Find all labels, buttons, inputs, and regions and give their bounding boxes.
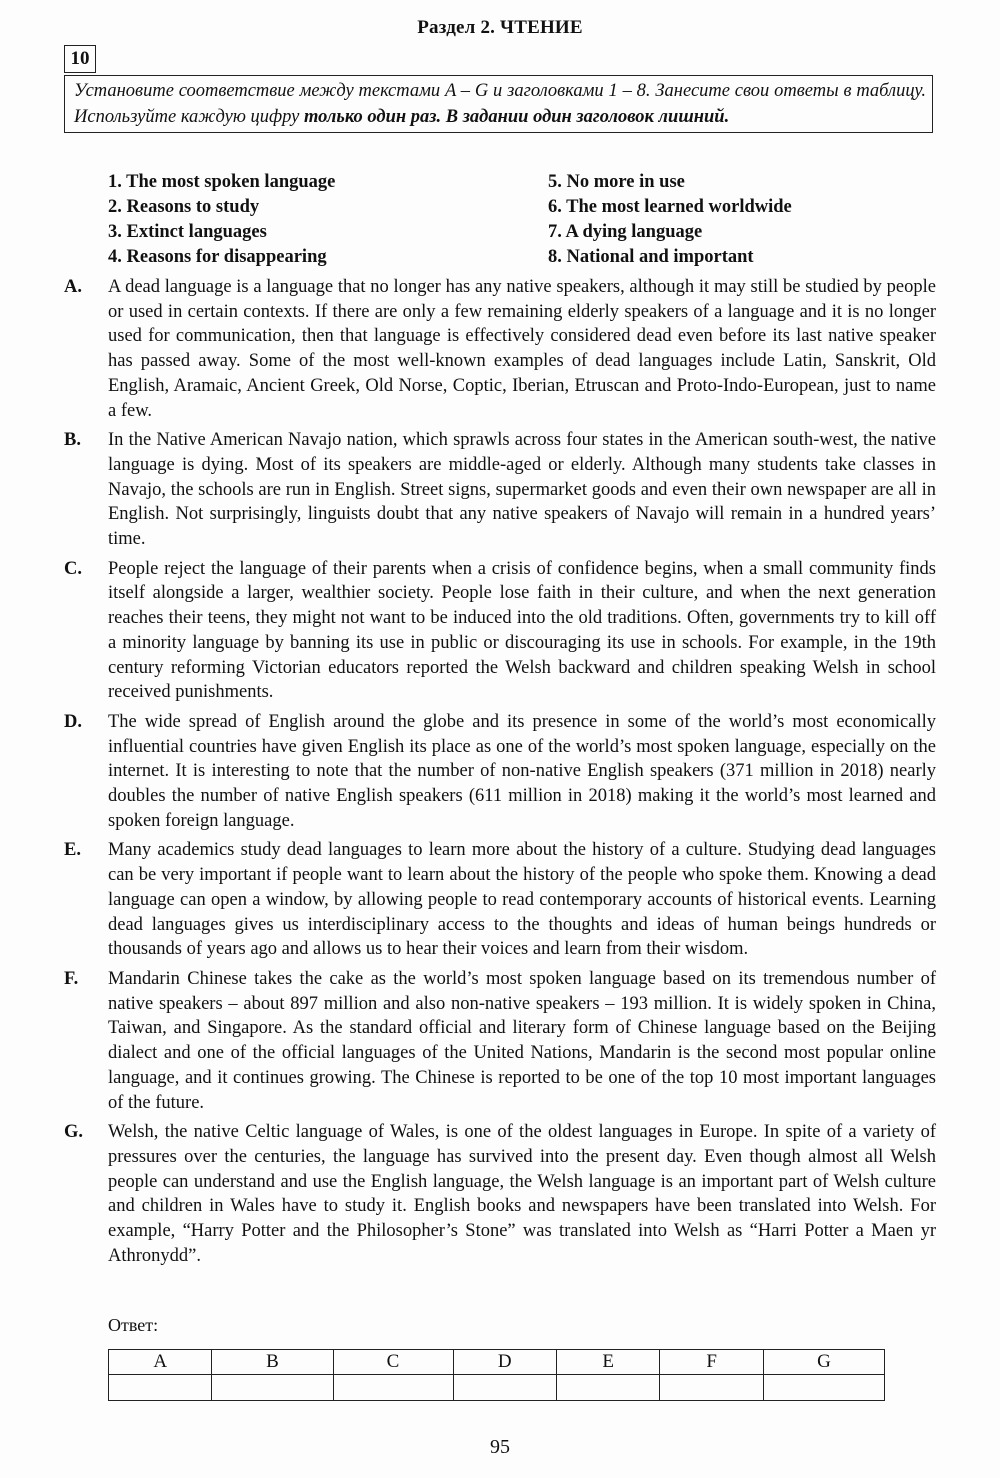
page-number: 95 xyxy=(490,1436,510,1458)
answer-column-header: B xyxy=(212,1350,333,1375)
text-body: A dead language is a language that no longer has any native speakers, although it may still be studied by people or used in certain contexts. If there are only a few remaining elderly speakers of a language and it is no longer used for communication, then that language is effectively considered dead even before its last native speaker has passed away. Some of the most well-known examples of dead languages include Latin, Sanskrit, Old English, Aramaic, Ancient Greek, Old Norse, Coptic, Iberian, Etruscan and Proto-Indo-European, just to name a few. xyxy=(108,277,936,421)
text-d xyxy=(64,710,936,834)
task-number: 10 xyxy=(64,45,96,73)
section-title: Раздел 2. ЧТЕНИЕ xyxy=(417,17,583,38)
instruction-text: Установите соответствие между текстами A – G и заголовками 1 – 8. Занесите свои ответы в таблицу. Используйте каждую цифру xyxy=(74,81,926,127)
answer-cell-b[interactable] xyxy=(212,1375,333,1401)
answer-table xyxy=(108,1349,885,1401)
heading-item: 1. The most spoken language xyxy=(108,172,336,192)
answer-column-header: A xyxy=(109,1350,212,1375)
text-letter: D. xyxy=(64,711,82,732)
answer-label: Ответ: xyxy=(108,1315,159,1335)
text-letter: C. xyxy=(64,558,82,579)
text-body: In the Native American Navajo nation, which sprawls across four states in the American south-west, the native language is dying. Most of its speakers are middle-aged or elderly. Although many students take classes in Navajo, the schools are run in English. Street signs, supermarket goods and even their own newspaper are all in English. Not surprisingly, linguists doubt that any native speakers of Navajo will remain in a hundred years’ time. xyxy=(108,430,936,550)
heading-item: 8. National and important xyxy=(548,247,754,267)
answer-header-row xyxy=(109,1350,885,1375)
heading-item: 6. The most learned worldwide xyxy=(548,197,792,217)
texts-list xyxy=(64,275,936,1273)
answer-cell-e[interactable] xyxy=(556,1375,659,1401)
text-body: People reject the language of their parents when a crisis of confidence begins, when a small community finds itself alongside a larger, wealthier society. People lose faith in their culture, and when the next generation reaches their teens, they might not want to be induced into the old traditions. Often, governments try to kill off a minority language by banning its use in public or discouraging its use in schools. For example, in the 19th century reforming Victorian educators reported the Welsh backward and children speaking Welsh in school received punishments. xyxy=(108,558,936,703)
text-letter: B. xyxy=(64,430,81,451)
answer-input-row xyxy=(109,1375,885,1401)
answer-cell-a[interactable] xyxy=(109,1375,212,1401)
text-body: The wide spread of English around the globe and its presence in some of the world’s most economically influential countries have given English its place as one of the world’s most spoken language, especially on the internet. It is interesting to note that the number of non-native English speakers (371 million in 2018) nearly doubles the number of native English speakers (611 million in 2018) making it the world’s most learned and spoken foreign language. xyxy=(108,711,936,831)
answer-cell-c[interactable] xyxy=(333,1375,453,1401)
text-f xyxy=(64,967,936,1115)
text-body: Many academics study dead languages to learn more about the history of a culture. Studying dead languages can be very important if people want to learn about the history of the people who spoke them. Knowing a dead language can open a window, by allowing people to read contemporary accounts of historical events. Learning dead languages gives us interdisciplinary access to the thoughts and ideas of human beings hundreds or thousands of years ago and allows us to hear their voices and learn from their wisdom. xyxy=(108,840,936,960)
text-body: Welsh, the native Celtic language of Wales, is one of the oldest languages in Europe. In spite of a variety of pressures over the centuries, the language has survived into the present day. Even though almost all Welsh people can understand and use the English language, the Welsh language is an important part of Welsh culture and children in Wales have to study it. English books and newspapers have been translated into Welsh. For example, “Harry Potter and the Philosopher’s Stone” was translated into Welsh as “Harri Potter a Maen yr Athronydd”. xyxy=(108,1122,936,1266)
text-letter: E. xyxy=(64,840,81,861)
answer-column-header: G xyxy=(763,1350,884,1375)
text-g xyxy=(64,1120,936,1268)
answer-column-header: C xyxy=(333,1350,453,1375)
answer-cell-d[interactable] xyxy=(453,1375,556,1401)
text-letter: F. xyxy=(64,968,79,989)
text-e xyxy=(64,838,936,962)
heading-item: 3. Extinct languages xyxy=(108,222,267,242)
answer-cell-f[interactable] xyxy=(660,1375,763,1401)
task-instruction xyxy=(64,75,933,133)
answer-column-header: D xyxy=(453,1350,556,1375)
answer-cell-g[interactable] xyxy=(763,1375,884,1401)
text-c xyxy=(64,557,936,705)
text-letter: G. xyxy=(64,1122,84,1143)
text-b xyxy=(64,428,936,552)
heading-item: 4. Reasons for disappearing xyxy=(108,247,327,267)
text-body: Mandarin Chinese takes the cake as the world’s most spoken language based on its tremendous number of native speakers – about 897 million and also non-native speakers – 193 million. It is widely spoken in China, Taiwan, and Singapore. As the standard official and literary form of Chinese language based on the Beijing dialect and one of the official languages of the United Nations, Mandarin is the second most popular online language, and it continues growing. The Chinese is reported to be one of the top 10 most important languages of the future. xyxy=(108,968,936,1113)
answer-column-header: E xyxy=(556,1350,659,1375)
headings-list xyxy=(108,170,868,270)
heading-item: 2. Reasons to study xyxy=(108,197,260,217)
text-letter: A. xyxy=(64,277,82,297)
heading-item: 5. No more in use xyxy=(548,172,685,192)
heading-item: 7. A dying language xyxy=(548,222,703,242)
instruction-emphasis: только один раз. В задании один заголовок лишний. xyxy=(303,107,730,127)
answer-column-header: F xyxy=(660,1350,763,1375)
text-a xyxy=(64,275,936,423)
